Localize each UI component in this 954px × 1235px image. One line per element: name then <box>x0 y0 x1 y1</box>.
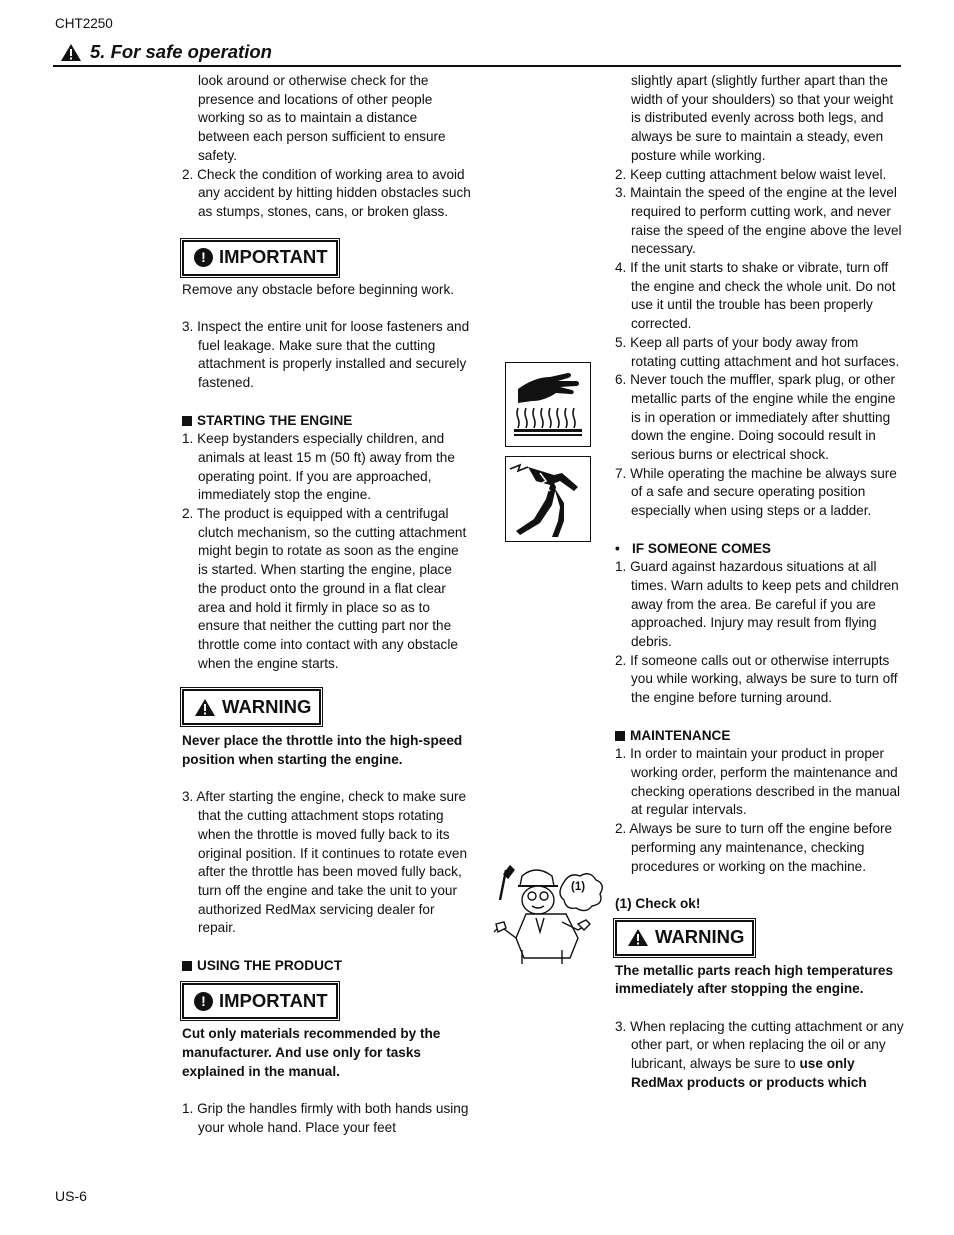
heading-text: STARTING THE ENGINE <box>197 412 353 428</box>
hot-surface-hand-icon <box>506 363 590 446</box>
square-bullet-icon <box>182 416 192 426</box>
list-item: 1. Guard against hazardous situations at all times. Warn adults to keep pets and children away from the area. Be careful if you are approached. Injury may result from flying debris. <box>615 559 899 650</box>
exclamation-icon: ! <box>194 248 213 267</box>
list-item <box>615 1018 905 1093</box>
exclamation-icon: ! <box>194 992 213 1011</box>
heading-text: MAINTENANCE <box>630 727 731 743</box>
list-item: 3. After starting the engine, check to make sure that the cutting attachment stops rotating when the throttle is moved fully back to its original position. If it continues to rotate even after the throttle has been moved fully back, turn off the engine and take the unit to your authorized RedMax servicing dealer for repair. <box>182 789 468 936</box>
page-number: US-6 <box>55 1188 87 1204</box>
important-text: Remove any obstacle before beginning work. <box>182 281 455 297</box>
heading-text: IF SOMEONE COMES <box>632 540 771 556</box>
warning-triangle-icon <box>194 698 216 717</box>
list-item-text: 3. When replacing the cutting attachment or any other part, or when replacing the oil or any lubricant, always be sure to <box>615 1018 904 1072</box>
list-item: 2. If someone calls out or otherwise interrupts you while working, always be sure to turn off the engine before turning around. <box>615 652 898 706</box>
figure-caption: (1) Check ok! <box>615 895 701 911</box>
important-text: Cut only materials recommended by the manufacturer. And use only for tasks explained in the manual. <box>182 1026 441 1079</box>
list-item: 1. Keep bystanders especially children, and animals at least 15 m (50 ft) away from the operating point. If you are approached, immediately stop the engine. <box>182 431 455 503</box>
list-item-bold-text: use only RedMax products or products which <box>631 1056 867 1090</box>
mechanic-figure <box>492 862 608 966</box>
list-item: 2. The product is equipped with a centrifugal clutch mechanism, so the cutting attachment might begin to rotate as soon as the engine is started. When starting the engine, place the product onto the ground in a flat clear area and hold it firmly in place so as to ensure that neither the cutting part nor the throttle come into contact with any obstacle when the engine starts. <box>182 506 467 671</box>
list-item: 3. Maintain the speed of the engine at the level required to perform cutting work, and never raise the speed of the engine above the level necessary. <box>615 185 902 257</box>
list-item: 2. Always be sure to turn off the engine before performing any maintenance, checking procedures or working on the machine. <box>615 821 893 874</box>
warning-box <box>182 689 321 725</box>
model-number: CHT2250 <box>55 16 113 31</box>
list-item: 5. Keep all parts of your body away from rotating cutting attachment and hot surfaces. <box>615 334 900 369</box>
header-rule <box>53 65 901 67</box>
important-label: IMPORTANT <box>219 990 328 1012</box>
section-heading-using <box>182 957 472 976</box>
list-item: 4. If the unit starts to shake or vibrate, turn off the engine and check the whole unit. Do not use it until the trouble has been properly corrected. <box>615 260 896 332</box>
electric-shock-icon <box>506 457 590 541</box>
paragraph: look around or otherwise check for the presence and locations of other people working so as to maintain a distance between each person sufficient to ensure safety. <box>198 73 446 163</box>
warning-label: WARNING <box>655 926 745 948</box>
important-box <box>182 240 338 276</box>
section-heading-maintenance <box>615 727 905 746</box>
warning-triangle-icon <box>60 43 82 62</box>
important-label: IMPORTANT <box>219 246 328 268</box>
list-item: 1. In order to maintain your product in proper working order, perform the maintenance and checking operations described in the manual at regular intervals. <box>615 746 901 818</box>
mechanic-cartoon-icon <box>492 862 608 966</box>
electric-shock-pictogram <box>505 456 591 542</box>
right-column <box>615 72 905 1093</box>
square-bullet-icon <box>615 731 625 741</box>
square-bullet-icon <box>182 961 192 971</box>
warning-triangle-icon <box>627 928 649 947</box>
section-title-text: 5. For safe operation <box>90 41 272 62</box>
important-box <box>182 983 338 1019</box>
list-item: 3. Inspect the entire unit for loose fasteners and fuel leakage. Make sure that the cutting attachment is properly installed and securely fastened. <box>182 319 470 391</box>
hot-surface-pictogram <box>505 362 591 447</box>
left-column <box>182 72 472 1138</box>
list-item: 2. Keep cutting attachment below waist level. <box>615 166 887 182</box>
heading-text: USING THE PRODUCT <box>197 957 343 973</box>
section-heading-starting <box>182 412 472 431</box>
list-item: 6. Never touch the muffler, spark plug, or other metallic parts of the engine while the engine is in operation or immediately after shutting down the engine. Doing socould result in serious burns or electrical shock. <box>615 372 896 463</box>
section-heading-someone <box>615 540 905 559</box>
warning-text: Never place the throttle into the high-speed position when starting the engine. <box>182 733 463 768</box>
warning-box <box>615 920 754 956</box>
section-title <box>60 41 272 63</box>
warning-text: The metallic parts reach high temperatures immediately after stopping the engine. <box>615 962 894 997</box>
warning-label: WARNING <box>222 696 312 717</box>
list-item: 2. Check the condition of working area to avoid any accident by hitting hidden obstacles such as stumps, stones, cans, or broken glass. <box>182 166 471 219</box>
paragraph: slightly apart (slightly further apart than the width of your shoulders) so that your weight is distributed evenly across both legs, and always be sure to maintain a steady, even posture while working. <box>631 73 894 163</box>
list-item: 7. While operating the machine be always sure of a safe and secure operating position especially when using steps or a ladder. <box>615 465 897 519</box>
list-item: 1. Grip the handles firmly with both hands using your whole hand. Place your feet <box>182 1101 469 1135</box>
dot-bullet-icon: • <box>615 540 620 556</box>
figure-callout-label: (1) <box>571 881 586 893</box>
